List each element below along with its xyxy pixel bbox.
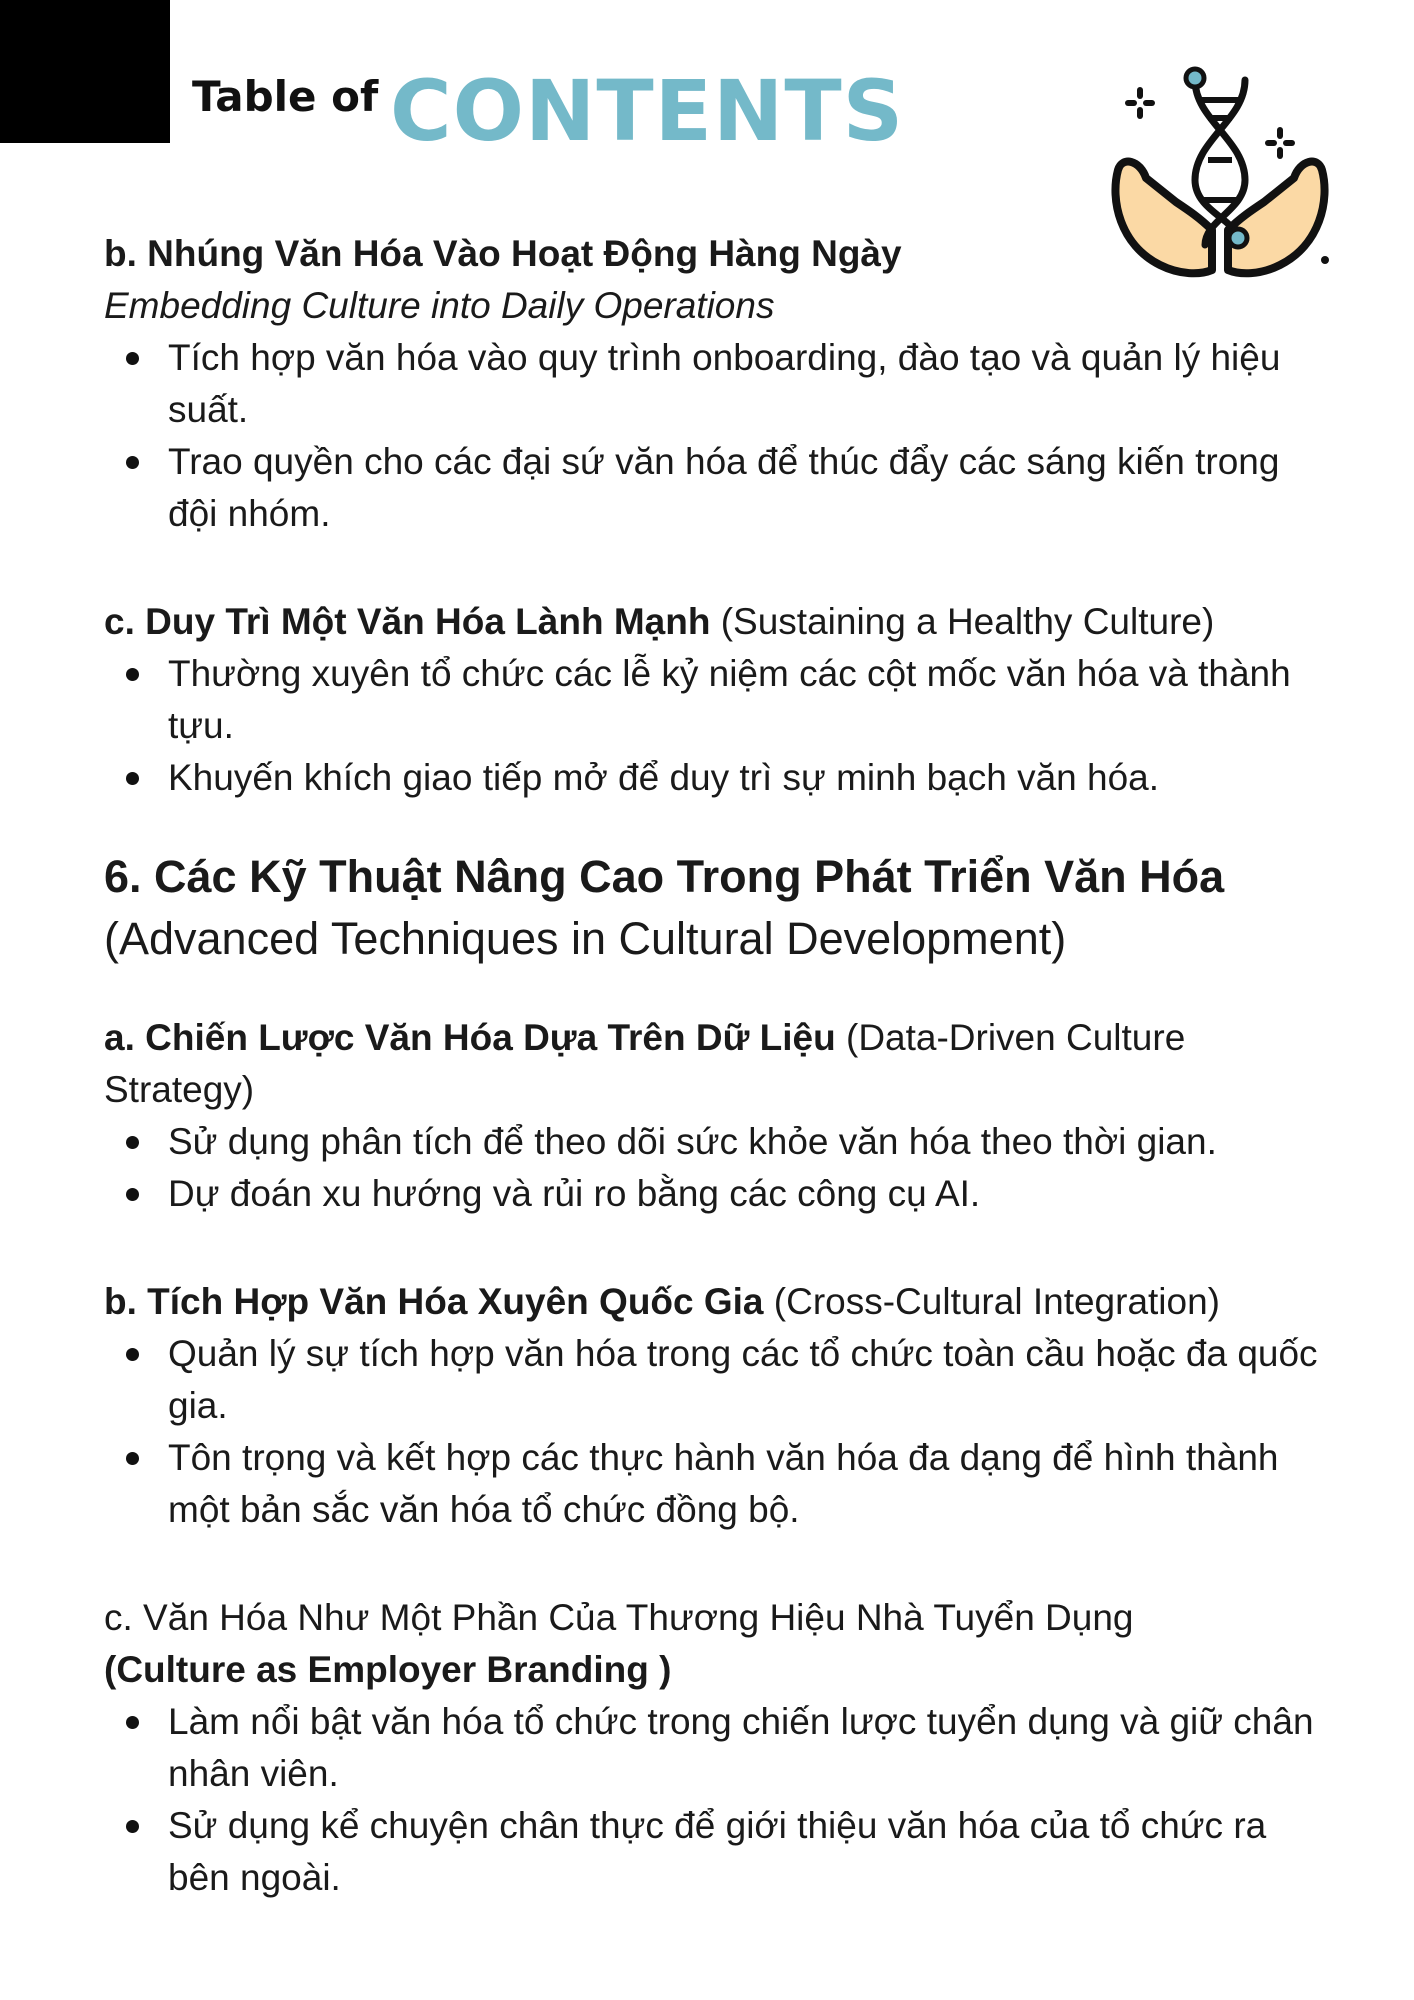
list-item: Trao quyền cho các đại sứ văn hóa để thúc đẩy các sáng kiến trong đội nhóm. bbox=[104, 436, 1334, 540]
section-6a-title: a. Chiến Lược Văn Hóa Dựa Trên Dữ Liệu (Data-Driven Culture Strategy) bbox=[104, 1017, 1186, 1110]
list-item: Sử dụng kể chuyện chân thực để giới thiệu văn hóa của tổ chức ra bên ngoài. bbox=[104, 1800, 1334, 1904]
list-item: Quản lý sự tích hợp văn hóa trong các tổ chức toàn cầu hoặc đa quốc gia. bbox=[104, 1328, 1334, 1432]
list-item: Khuyến khích giao tiếp mở để duy trì sự minh bạch văn hóa. bbox=[104, 752, 1334, 804]
section-5b-subtitle: Embedding Culture into Daily Operations bbox=[104, 285, 775, 326]
section-6b-title: b. Tích Hợp Văn Hóa Xuyên Quốc Gia (Cross-Cultural Integration) bbox=[104, 1281, 1221, 1322]
list-item: Thường xuyên tổ chức các lễ kỷ niệm các cột mốc văn hóa và thành tựu. bbox=[104, 648, 1334, 752]
list-item: Dự đoán xu hướng và rủi ro bằng các công cụ AI. bbox=[104, 1168, 1334, 1220]
list-item: Tích hợp văn hóa vào quy trình onboarding, đào tạo và quản lý hiệu suất. bbox=[104, 332, 1334, 436]
section-5c-list bbox=[104, 648, 1334, 804]
section-6-title: 6. Các Kỹ Thuật Nâng Cao Trong Phát Triển Văn Hóa (Advanced Techniques in Cultural Development) bbox=[104, 851, 1225, 964]
section-5c-title: c. Duy Trì Một Văn Hóa Lành Mạnh (Sustaining a Healthy Culture) bbox=[104, 601, 1215, 642]
title-small: Table of bbox=[192, 72, 379, 121]
list-item: Sử dụng phân tích để theo dõi sức khỏe văn hóa theo thời gian. bbox=[104, 1116, 1334, 1168]
title-big: CONTENTS bbox=[390, 62, 905, 160]
section-6a-list bbox=[104, 1116, 1334, 1220]
section-6c-list bbox=[104, 1696, 1334, 1904]
section-5b-title: b. Nhúng Văn Hóa Vào Hoạt Động Hàng Ngày bbox=[104, 233, 902, 274]
content bbox=[104, 228, 1334, 1904]
section-6b-list bbox=[104, 1328, 1334, 1536]
list-item: Làm nổi bật văn hóa tổ chức trong chiến lược tuyển dụng và giữ chân nhân viên. bbox=[104, 1696, 1334, 1800]
section-5b-list bbox=[104, 332, 1334, 540]
list-item: Tôn trọng và kết hợp các thực hành văn hóa đa dạng để hình thành một bản sắc văn hóa tổ chức đồng bộ. bbox=[104, 1432, 1334, 1536]
corner-block bbox=[0, 0, 170, 143]
section-6c-title: c. Văn Hóa Như Một Phần Của Thương Hiệu Nhà Tuyển Dụng (Culture as Employer Branding ) bbox=[104, 1597, 1134, 1690]
